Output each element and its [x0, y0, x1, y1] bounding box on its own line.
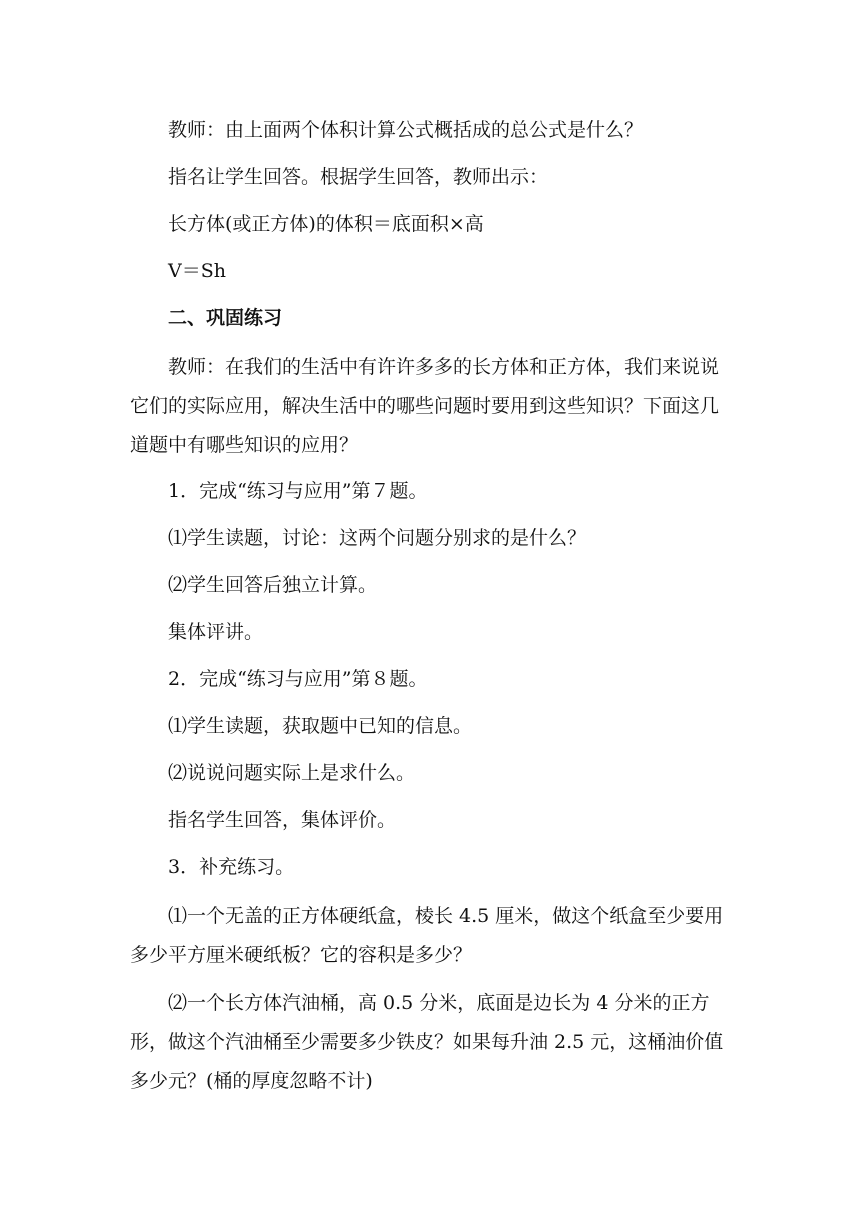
document-body	[130, 113, 734, 1110]
supplementary-question-2: ⑵一个长方体汽油桶，高 0.5 分米，底面是边长为 4 分米的正方形，做这个汽油桶至少需要多少铁皮？如果每升油 2.5 元，这桶油价值多少元？(桶的厚度忽略不计)	[130, 992, 724, 1092]
paragraph-student-answer: 指名让学生回答。根据学生回答，教师出示：	[168, 166, 549, 188]
exercise-2-review: 指名学生回答，集体评价。	[168, 809, 397, 831]
exercise-item-3: 3．补充练习。	[168, 856, 295, 878]
paragraph-formula-text: 长方体(或正方体)的体积＝底面积×高	[168, 213, 484, 235]
supplementary-question-1: ⑴一个无盖的正方体硬纸盒，棱长 4.5 厘米，做这个纸盒至少要用多少平方厘米硬纸板？它的容积是多少？	[130, 905, 724, 966]
exercise-2-step-2: ⑵说说问题实际上是求什么。	[168, 762, 416, 784]
paragraph-formula-symbol: V＝Sh	[168, 260, 226, 282]
exercise-item-1: 1．完成“练习与应用”第７题。	[168, 480, 428, 502]
section-heading: 二、巩固练习	[168, 307, 283, 329]
paragraph-teacher-question: 教师：由上面两个体积计算公式概括成的总公式是什么？	[168, 119, 644, 141]
paragraph-teacher-application: 教师：在我们的生活中有许许多多的长方体和正方体，我们来说说它们的实际应用，解决生活中的哪些问题时要用到这些知识？下面这几道题中有哪些知识的应用？	[130, 356, 720, 456]
exercise-item-2: 2．完成“练习与应用”第８题。	[168, 668, 428, 690]
exercise-1-step-1: ⑴学生读题，讨论：这两个问题分别求的是什么？	[168, 527, 587, 549]
exercise-1-step-2: ⑵学生回答后独立计算。	[168, 574, 378, 596]
exercise-1-review: 集体评讲。	[168, 621, 264, 643]
exercise-2-step-1: ⑴学生读题，获取题中已知的信息。	[168, 715, 473, 737]
